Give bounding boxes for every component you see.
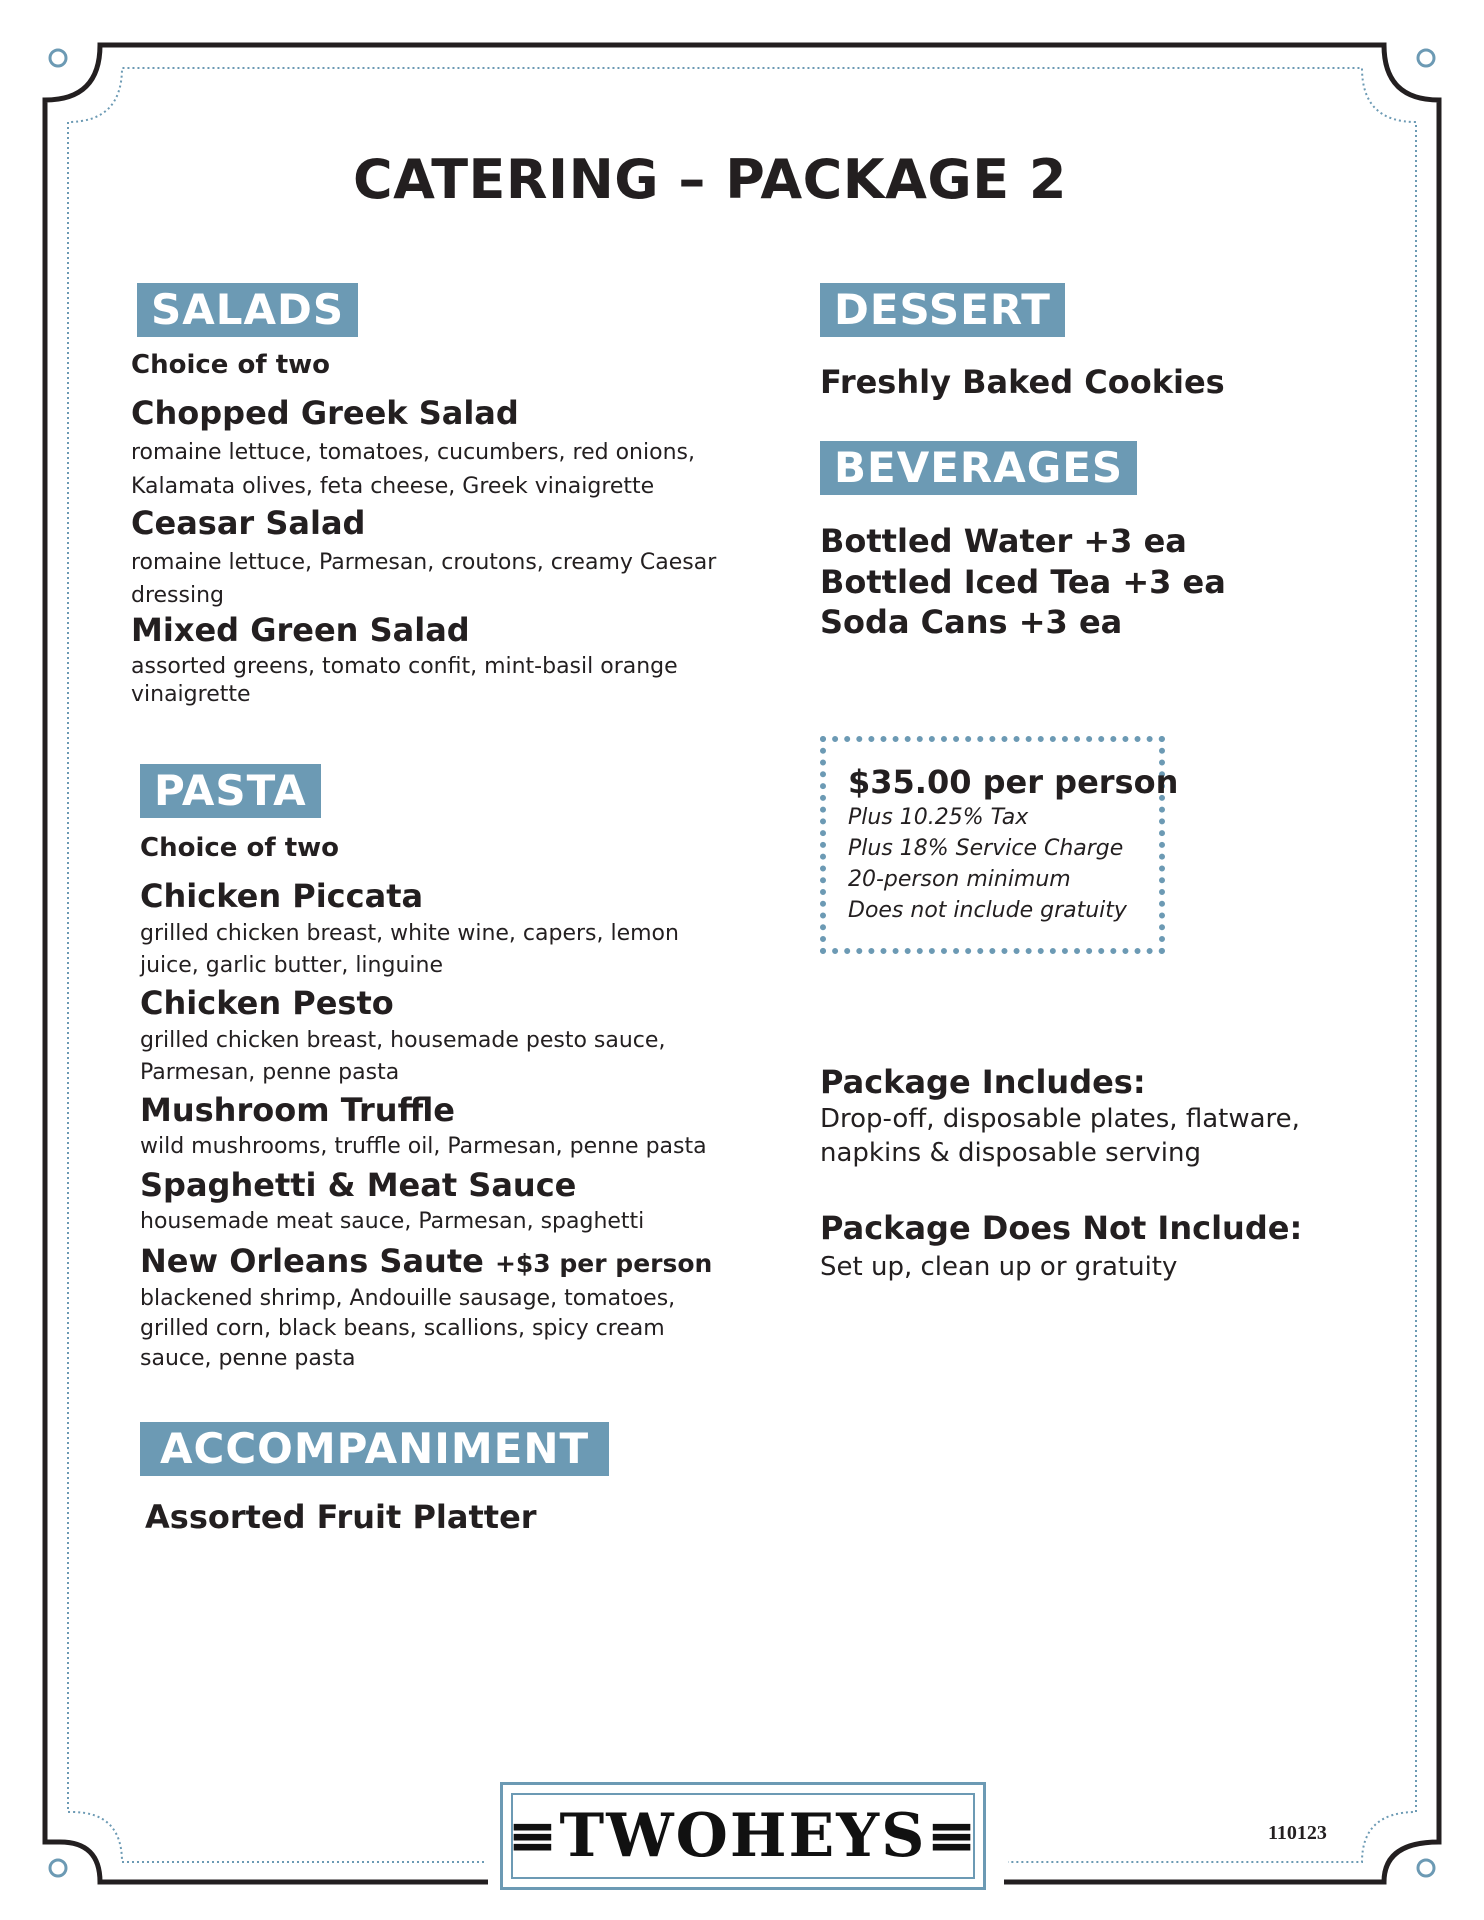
accompaniment-heading: ACCOMPANIMENT <box>140 1422 609 1476</box>
salad-item-desc: assorted greens, tomato confit, mint-basil orange vinaigrette <box>131 654 678 707</box>
corner-circle-bottom-right <box>1418 1860 1434 1876</box>
pasta-item-desc: grilled chicken breast, housemade pesto sauce, Parmesan, penne pasta <box>140 1028 666 1085</box>
pasta-item-name: Chicken Piccata <box>140 877 424 915</box>
logo-text: ≡TWOHEYS≡ <box>507 1801 979 1871</box>
corner-circle-bottom-left <box>50 1860 66 1876</box>
price-per-person: $35.00 per person <box>848 763 1179 801</box>
salad-item-name: Ceasar Salad <box>131 504 366 542</box>
price-note: Plus 18% Service Charge <box>848 836 1124 861</box>
pasta-item-name: Spaghetti & Meat Sauce <box>140 1166 577 1204</box>
pasta-heading: PASTA <box>140 764 321 818</box>
dessert-heading: DESSERT <box>820 283 1065 337</box>
pasta-item-name: Chicken Pesto <box>140 984 394 1022</box>
salads-heading: SALADS <box>137 283 358 337</box>
beverage-item: Bottled Water +3 ea <box>820 522 1187 560</box>
pasta-item-name <box>140 1241 712 1284</box>
pasta-item-name-text: New Orleans Saute <box>140 1242 484 1280</box>
corner-circle-top-left <box>50 50 66 66</box>
page-title: CATERING – PACKAGE 2 <box>352 148 1067 211</box>
logo-inner-frame <box>507 1793 979 1879</box>
pasta-item-desc: blackened shrimp, Andouille sausage, tomatoes, grilled corn, black beans, scallions, spicy cream sauce, penne pasta <box>140 1286 676 1371</box>
salad-item-desc: romaine lettuce, Parmesan, croutons, creamy Caesar dressing <box>131 550 717 608</box>
brand-logo <box>500 1782 986 1890</box>
dessert-item: Freshly Baked Cookies <box>820 363 1225 401</box>
pasta-item-desc: wild mushrooms, truffle oil, Parmesan, penne pasta <box>140 1134 707 1159</box>
salad-item-desc: romaine lettuce, tomatoes, cucumbers, red onions, Kalamata olives, feta cheese, Greek vinaigrette <box>131 440 695 499</box>
excludes-heading: Package Does Not Include: <box>820 1209 1303 1247</box>
beverage-item: Bottled Iced Tea +3 ea <box>820 563 1226 601</box>
beverages-heading: BEVERAGES <box>820 441 1137 495</box>
excludes-text: Set up, clean up or gratuity <box>820 1252 1178 1282</box>
price-note: Plus 10.25% Tax <box>848 805 1029 830</box>
document-code: 110123 <box>1268 1822 1327 1844</box>
pasta-choice-note: Choice of two <box>140 833 339 863</box>
salads-choice-note: Choice of two <box>131 350 330 380</box>
salad-item-name: Mixed Green Salad <box>131 611 470 649</box>
accompaniment-item: Assorted Fruit Platter <box>145 1498 537 1536</box>
pasta-item-name: Mushroom Truffle <box>140 1091 455 1129</box>
includes-heading: Package Includes: <box>820 1063 1146 1101</box>
price-note: 20-person minimum <box>848 867 1071 892</box>
pasta-item-desc: housemade meat sauce, Parmesan, spaghetti <box>140 1209 645 1234</box>
beverage-item: Soda Cans +3 ea <box>820 603 1123 641</box>
pricing-box <box>820 736 1179 954</box>
includes-text: Drop-off, disposable plates, flatware, napkins & disposable serving <box>820 1104 1300 1168</box>
pasta-item-surcharge: +$3 per person <box>494 1249 713 1278</box>
corner-circle-top-right <box>1418 50 1434 66</box>
price-note: Does not include gratuity <box>848 898 1127 923</box>
pasta-item-desc: grilled chicken breast, white wine, capers, lemon juice, garlic butter, linguine <box>140 921 679 978</box>
salad-item-name: Chopped Greek Salad <box>131 394 519 432</box>
